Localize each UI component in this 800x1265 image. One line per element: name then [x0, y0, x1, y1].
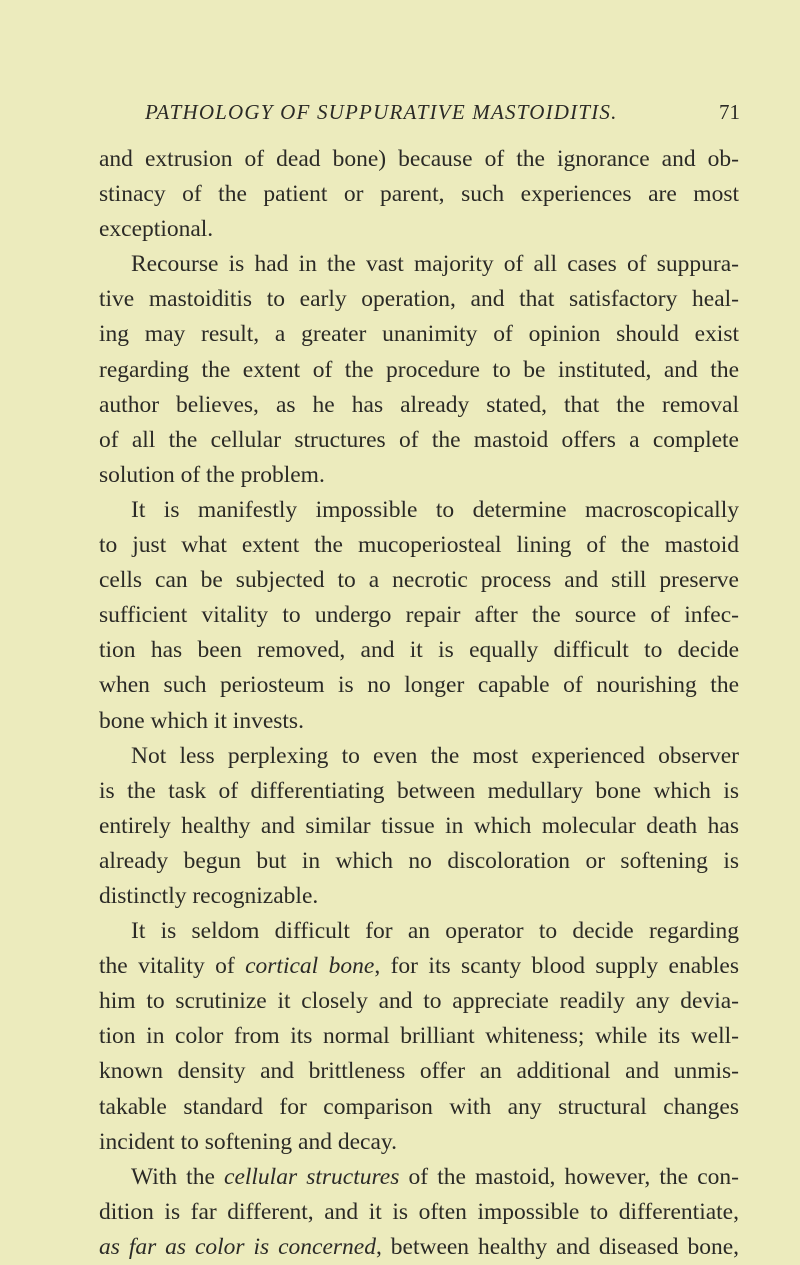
page-number: 71	[719, 100, 740, 124]
text-line: entirely healthy and similar tissue in which molecular death has	[99, 812, 739, 839]
text-line: takable standard for comparison with any structural changes	[99, 1093, 739, 1120]
text-line: regarding the extent of the procedure to be instituted, and the	[99, 356, 739, 383]
text-line: stinacy of the patient or parent, such experiences are most	[99, 181, 739, 208]
text-line: of all the cellular structures of the mastoid offers a complete	[99, 426, 739, 453]
text-run: , for its scanty blood supply enables	[374, 953, 739, 980]
italic-phrase: cellular structures	[224, 1163, 400, 1190]
text-run: of the mastoid, however, the con-	[399, 1163, 739, 1190]
text-line: tion has been removed, and it is equally difficult to decide	[99, 637, 739, 664]
text-line: is the task of differentiating between medullary bone which is	[99, 777, 739, 804]
italic-phrase: as far as color is concerned	[99, 1233, 376, 1260]
text-line	[99, 1230, 739, 1265]
text-line: to just what extent the mucoperiosteal lining of the mastoid	[99, 532, 739, 559]
text-run: With the	[131, 1163, 225, 1190]
text-line: author believes, as he has already stated, that the removal	[99, 391, 739, 418]
text-line: dition is far different, and it is often impossible to differentiate,	[99, 1198, 739, 1225]
text-line: tion in color from its normal brilliant whiteness; while its well-	[99, 1023, 739, 1050]
text-line: known density and brittleness offer an additional and unmis-	[99, 1058, 739, 1085]
text-run: the vitality of	[99, 953, 246, 980]
text-line	[99, 914, 739, 949]
text-line: cells can be subjected to a necrotic process and still preserve	[99, 567, 739, 594]
running-head	[145, 99, 740, 125]
text-line: distinctly recognizable.	[99, 882, 319, 909]
text-line: bone which it invests.	[99, 707, 304, 734]
running-title: PATHOLOGY OF SUPPURATIVE MASTOIDITIS.	[145, 100, 618, 124]
text-line: incident to softening and decay.	[99, 1128, 398, 1155]
text-line: tive mastoiditis to early operation, and that satisfactory heal-	[99, 286, 739, 313]
text-run: It is seldom difficult for an operator to decide regarding	[131, 918, 739, 945]
text-line: ing may result, a greater unanimity of opinion should exist	[99, 321, 739, 348]
text-line: exceptional.	[99, 216, 214, 243]
body-text	[99, 142, 739, 1265]
text-line: when such periosteum is no longer capable of nourishing the	[99, 672, 739, 699]
text-line: Recourse is had in the vast majority of all cases of suppura-	[131, 251, 739, 278]
text-line	[99, 949, 739, 984]
text-line: solution of the problem.	[99, 461, 325, 488]
text-line	[99, 1160, 739, 1195]
text-line: already begun but in which no discoloration or softening is	[99, 847, 739, 874]
text-line: him to scrutinize it closely and to appreciate readily any devia-	[99, 988, 739, 1015]
text-line: It is manifestly impossible to determine macroscopically	[131, 496, 739, 523]
text-run: , between healthy and diseased bone,	[375, 1233, 739, 1260]
text-line: and extrusion of dead bone) because of the ignorance and ob-	[99, 146, 739, 172]
text-line: Not less perplexing to even the most experienced observer	[131, 742, 739, 769]
italic-phrase: cortical bone	[245, 953, 375, 980]
text-line: sufficient vitality to undergo repair after the source of infec-	[99, 602, 739, 629]
